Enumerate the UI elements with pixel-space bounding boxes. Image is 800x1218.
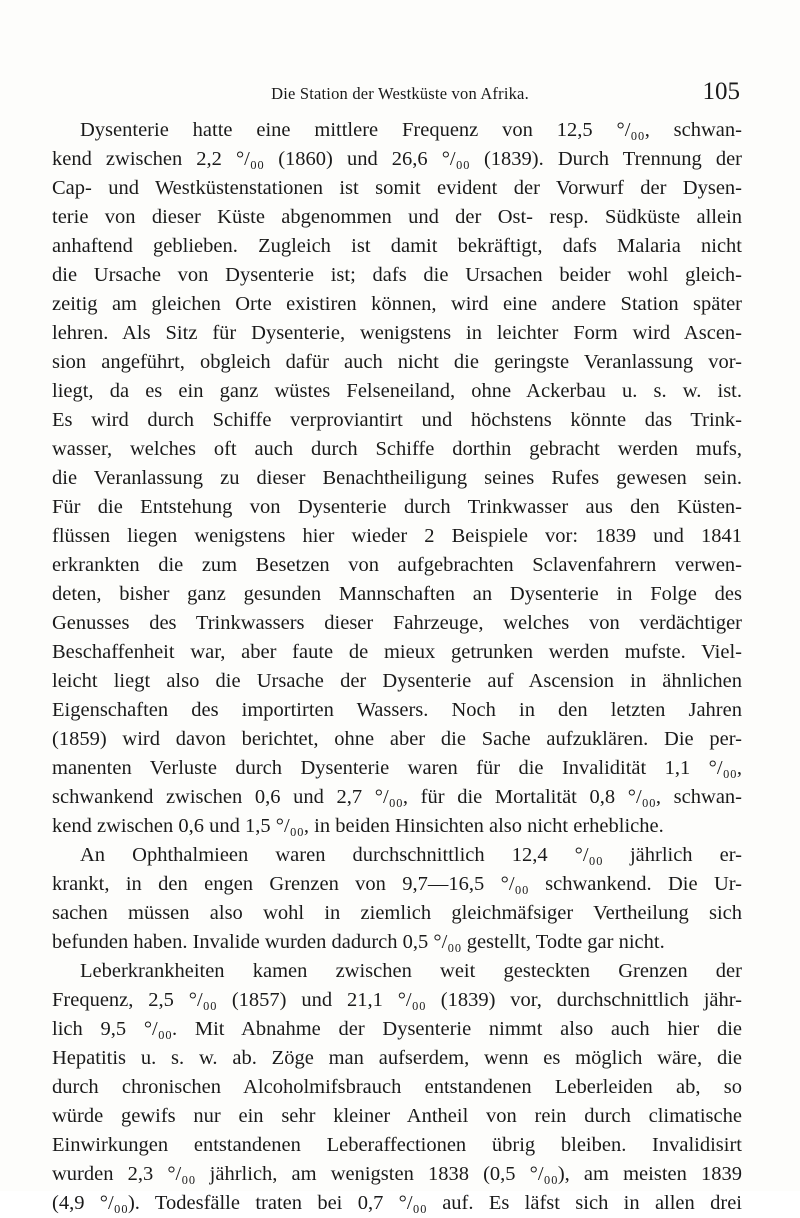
text-line: kend zwischen 2,2 °/₀₀ (1860) und 26,6 °/₀₀ (1839). Durch Trennung der bbox=[52, 148, 742, 170]
text-line: Eigenschaften des importirten Wassers. Noch in den letzten Jahren bbox=[52, 699, 742, 721]
text-line: erkrankten die zum Besetzen von aufgebrachten Sclavenfahrern verwen- bbox=[52, 554, 742, 576]
text-line: anhaftend geblieben. Zugleich ist damit bekräftigt, dafs Malaria nicht bbox=[52, 235, 742, 257]
text-line: Cap- und Westküstenstationen ist somit evident der Vorwurf der Dysen- bbox=[52, 177, 742, 199]
running-head bbox=[60, 78, 740, 112]
text-line: die Veranlassung zu dieser Benachtheiligung seines Rufes gewesen sein. bbox=[52, 467, 742, 489]
text-line: zeitig am gleichen Orte existiren können, wird eine andere Station später bbox=[52, 293, 742, 315]
text-line: leicht liegt also die Ursache der Dysenterie auf Ascension in ähnlichen bbox=[52, 670, 742, 692]
text-line: Hepatitis u. s. w. ab. Zöge man aufserdem, wenn es möglich wäre, die bbox=[52, 1047, 742, 1069]
body-text bbox=[52, 116, 742, 1218]
text-line: lehren. Als Sitz für Dysenterie, wenigstens in leichter Form wird Ascen- bbox=[52, 322, 742, 344]
text-line: kend zwischen 0,6 und 1,5 °/₀₀, in beiden Hinsichten also nicht erhebliche. bbox=[52, 815, 664, 837]
text-line: lich 9,5 °/₀₀. Mit Abnahme der Dysenterie nimmt also auch hier die bbox=[52, 1018, 742, 1040]
text-line: Einwirkungen entstandenen Leberaffectionen übrig bleiben. Invalidisirt bbox=[52, 1134, 742, 1156]
text-line: wasser, welches oft auch durch Schiffe dorthin gebracht werden mufs, bbox=[52, 438, 742, 460]
text-line: Dysenterie hatte eine mittlere Frequenz von 12,5 °/₀₀, schwan- bbox=[80, 119, 742, 141]
text-line: deten, bisher ganz gesunden Mannschaften an Dysenterie in Folge des bbox=[52, 583, 742, 605]
text-line: flüssen liegen wenigstens hier wieder 2 Beispiele vor: 1839 und 1841 bbox=[52, 525, 742, 547]
text-line: krankt, in den engen Grenzen von 9,7—16,5 °/₀₀ schwankend. Die Ur- bbox=[52, 873, 742, 895]
text-line: wurden 2,3 °/₀₀ jährlich, am wenigsten 1838 (0,5 °/₀₀), am meisten 1839 bbox=[52, 1163, 742, 1185]
text-line: (1859) wird davon berichtet, ohne aber die Sache aufzuklären. Die per- bbox=[52, 728, 742, 750]
running-title: Die Station der Westküste von Afrika. bbox=[271, 84, 529, 103]
text-line: terie von dieser Küste abgenommen und der Ost- resp. Südküste allein bbox=[52, 206, 742, 228]
page-number: 105 bbox=[702, 78, 740, 105]
text-line: sachen müssen also wohl in ziemlich gleichmäfsiger Vertheilung sich bbox=[52, 902, 742, 924]
text-line: An Ophthalmieen waren durchschnittlich 12,4 °/₀₀ jährlich er- bbox=[80, 844, 742, 866]
text-line: manenten Verluste durch Dysenterie waren für die Invalidität 1,1 °/₀₀, bbox=[52, 757, 742, 779]
text-line: befunden haben. Invalide wurden dadurch 0,5 °/₀₀ gestellt, Todte gar nicht. bbox=[52, 931, 665, 953]
text-line: sion angeführt, obgleich dafür auch nicht die geringste Veranlassung vor- bbox=[52, 351, 742, 373]
text-line: Beschaffenheit war, aber faute de mieux getrunken werden mufste. Viel- bbox=[52, 641, 742, 663]
text-line: Leberkrankheiten kamen zwischen weit gesteckten Grenzen der bbox=[80, 960, 742, 982]
text-line: schwankend zwischen 0,6 und 2,7 °/₀₀, für die Mortalität 0,8 °/₀₀, schwan- bbox=[52, 786, 742, 808]
text-line: Für die Entstehung von Dysenterie durch Trinkwasser aus den Küsten- bbox=[52, 496, 742, 518]
text-line: die Ursache von Dysenterie ist; dafs die Ursachen beider wohl gleich- bbox=[52, 264, 742, 286]
text-line: Frequenz, 2,5 °/₀₀ (1857) und 21,1 °/₀₀ (1839) vor, durchschnittlich jähr- bbox=[52, 989, 742, 1011]
text-line: liegt, da es ein ganz wüstes Felseneiland, ohne Ackerbau u. s. w. ist. bbox=[52, 380, 742, 402]
text-line: Genusses des Trinkwassers dieser Fahrzeuge, welches von verdächtiger bbox=[52, 612, 742, 634]
text-line: durch chronischen Alcoholmifsbrauch entstandenen Leberleiden ab, so bbox=[52, 1076, 742, 1098]
text-line: würde gewifs nur ein sehr kleiner Antheil von rein durch climatische bbox=[52, 1105, 742, 1127]
text-line: Es wird durch Schiffe verproviantirt und höchstens könnte das Trink- bbox=[52, 409, 742, 431]
text-line: (4,9 °/₀₀). Todesfälle traten bei 0,7 °/₀₀ auf. Es läfst sich in allen drei bbox=[52, 1192, 742, 1214]
